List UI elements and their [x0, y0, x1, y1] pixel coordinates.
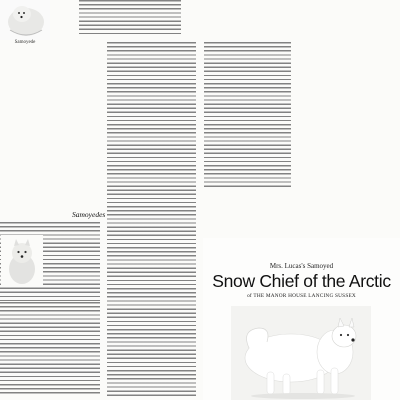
top-text-block: [79, 0, 181, 36]
ad-subtitle-place: THE MANOR HOUSE LANCING SUSSEX: [253, 293, 356, 299]
top-photo-caption: Samoyede: [14, 40, 36, 45]
samoyede-photo-top: [0, 0, 50, 40]
ad-subtitle: [203, 293, 400, 299]
section-heading-samoyedes: Samoyedes: [72, 210, 106, 219]
snow-chief-photo: [231, 306, 371, 400]
right-column-text: [204, 42, 291, 188]
ad-subtitle-prefix: of: [247, 293, 252, 299]
ad-owner-line: Mrs. Lucas's Samoyed: [269, 262, 334, 270]
middle-column-text: [107, 42, 196, 396]
samoyede-photo-inset: [1, 235, 43, 287]
snow-chief-advertisement: [203, 238, 400, 400]
ad-title: Snow Chief of the Arctic: [212, 271, 391, 291]
left-column-text-bottom: [0, 302, 100, 396]
snow-chief-dog-image: [231, 306, 371, 400]
samoyede-dog-image: [0, 0, 50, 40]
samoyede-inset-image: [1, 235, 43, 287]
